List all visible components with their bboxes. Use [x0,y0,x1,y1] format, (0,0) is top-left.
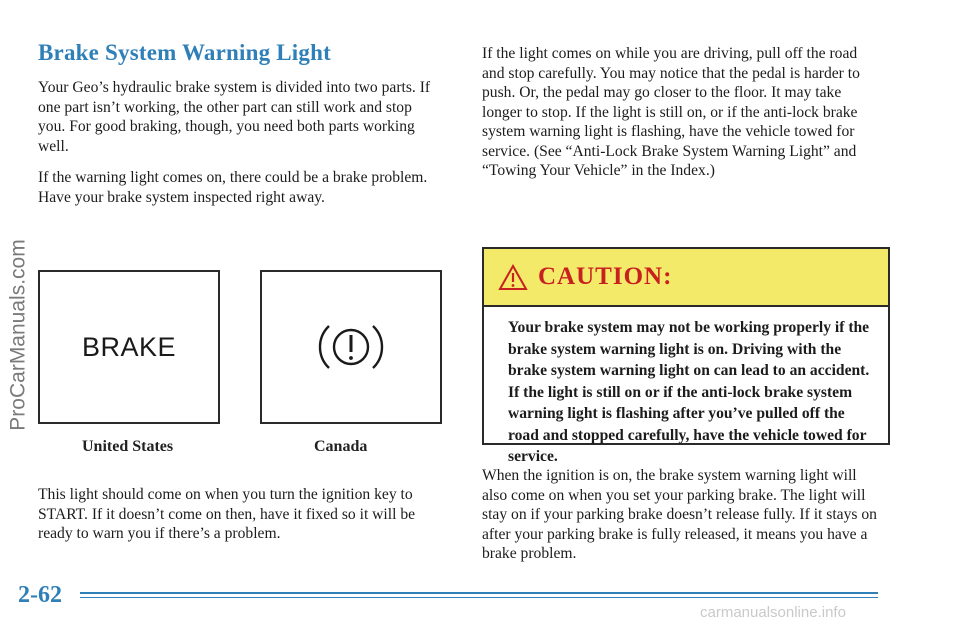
bottom-left-text [38,485,438,556]
side-watermark-text: ProCarManuals.com [7,239,30,431]
canada-label: Canada [314,438,368,455]
canada-brake-light-panel [260,270,442,424]
footer-rule [80,592,878,594]
left-paragraph-2: If the warning light comes on, there could be a brake problem. Have your brake system inspected right away. [38,169,428,206]
warning-light-panels [38,270,448,430]
brake-warning-symbol-icon [315,314,387,380]
page-number: 2-62 [18,582,62,608]
parking-brake-paragraph: When the ignition is on, the brake system warning light will also come on when you set your parking brake. The light will stay on if your parking brake doesn’t release fully. If it stays on after your parking brake is fully released, it means you have a brake problem. [482,467,877,562]
caution-header [484,249,888,307]
warning-triangle-icon [498,264,528,291]
ignition-paragraph: This light should come on when you turn the ignition key to START. If it doesn’t come on then, have it fixed so it will be ready to warn you if there’s a problem. [38,486,416,542]
bottom-right-text [482,466,882,576]
section-title: Brake System Warning Light [38,40,331,65]
caution-title: CAUTION: [538,263,673,290]
caution-box [482,247,890,465]
us-label: United States [82,438,174,455]
driving-paragraph: If the light comes on while you are driving, pull off the road and stop carefully. You may notice that the pedal is harder to push. Or, the pedal may go closer to the floor. It may take longer to stop. If the light is still on, or if the anti-lock brake system warning light is flashing, have the vehicle towed for service. (See “Anti-Lock Brake System Warning Light” and “Towing Your Vehicle” in the Index.) [482,45,860,179]
caution-text: Your brake system may not be working properly if the brake system warning light is on. Driving with the brake system warning light on can lead to an accident. If the light is still on or if the anti-lock brake system warning light is flashing after you’ve pulled off the road and stopped carefully, have the vehicle towed for service. [508,319,870,465]
us-brake-light-panel [38,270,220,424]
left-paragraph-1: Your Geo’s hydraulic brake system is divided into two parts. If one part isn’t working, the other part can still work and stop you. For good braking, though, you need both parts working well. [38,79,431,155]
footer-rule-thin [80,597,878,598]
side-watermark [4,170,34,500]
footer-watermark: carmanualsonline.info [700,604,846,621]
brake-word-indicator: BRAKE [81,331,177,362]
right-column [482,44,882,193]
left-column [38,40,438,219]
